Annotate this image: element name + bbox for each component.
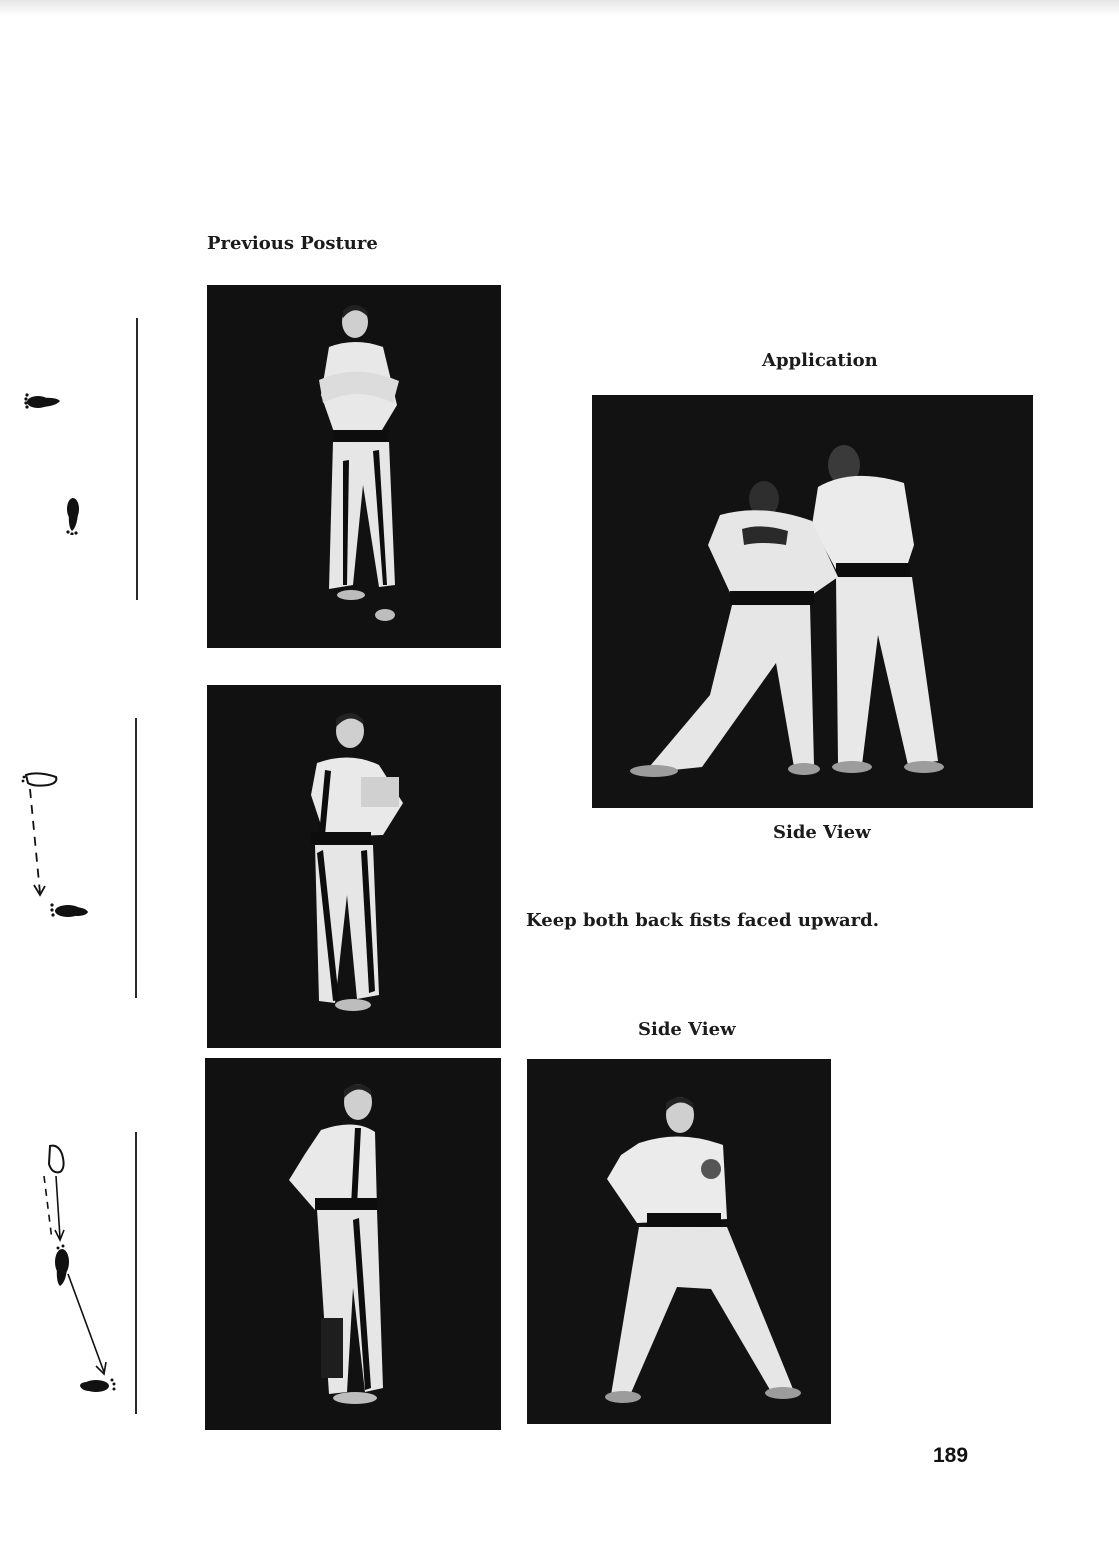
photo-side-view [527,1059,831,1424]
divider-line-1 [136,318,138,600]
solid-arrow-icon [68,1274,106,1374]
side-view-caption-bottom: Side View [638,1019,736,1040]
application-caption: Application [762,350,878,371]
divider-line-3 [135,1132,137,1414]
photo-transition-posture [207,685,501,1048]
scan-edge-shadow [0,0,1119,16]
footprint-icon [50,903,88,917]
photo-application [592,395,1033,808]
side-view-caption-top: Side View [773,822,871,843]
footprint-icon [24,393,60,408]
previous-posture-caption: Previous Posture [207,233,378,254]
instruction-text: Keep both back fists faced upward. [526,910,879,931]
footprint-icon [22,773,57,785]
photo-final-posture-front [205,1058,501,1430]
footstep-diagram-2 [18,765,98,925]
solid-arrow-icon [55,1176,64,1240]
photo-previous-posture [207,285,501,648]
page-number: 189 [933,1444,969,1467]
divider-line-2 [135,718,137,998]
footstep-diagram-1 [20,385,100,535]
footprint-icon [66,498,79,535]
footprint-icon [80,1379,116,1393]
dashed-arrow-icon [44,1176,52,1240]
footstep-diagram-3 [36,1140,126,1400]
dashed-arrow-icon [30,789,45,895]
footprint-icon [49,1146,64,1173]
footprint-icon [55,1245,69,1287]
